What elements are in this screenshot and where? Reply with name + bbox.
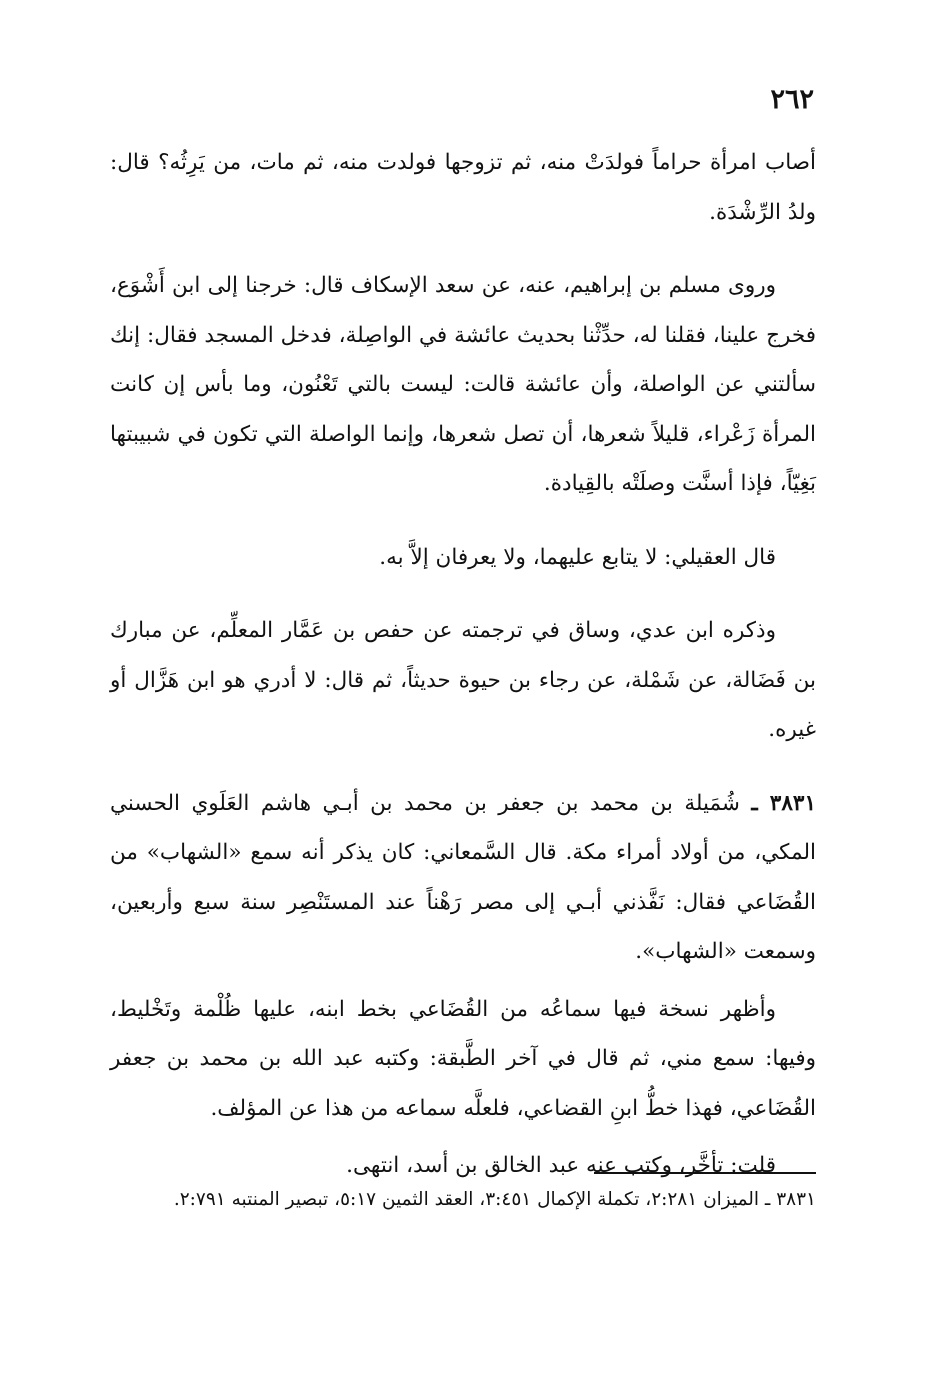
page-number: ٢٦٢ (770, 84, 814, 115)
footnote-divider (594, 1172, 816, 1174)
entry-number: ٣٨٣١ ـ (751, 790, 816, 816)
paragraph: قال العقيلي: لا يتابع عليهما، ولا يعرفان إلاَّ به. (379, 544, 776, 570)
footnote: ٣٨٣١ ـ الميزان ٢:٢٨١، تكملة الإكمال ٣:٤٥١، العقد الثمين ٥:١٧، تبصير المنتبه ٢:٧٩١. (173, 1189, 816, 1210)
paragraph: أصاب امرأة حراماً فولدَتْ منه، ثم تزوجها فولدت منه، ثم مات، من يَرِثُه؟ قال: ولدُ الرِّشْدَة. (110, 150, 816, 225)
main-text (110, 138, 816, 1191)
paragraph: وذكره ابن عدي، وساق في ترجمته عن حفص بن عَمَّار المعلِّم، عن مبارك بن فَضَالة، عن شَمْلة، عن رجاء بن حيوة حديثاً، ثم قال: لا أدري هو ابن هَزَّال أو غيره. (110, 618, 816, 742)
entry-text: شُمَيلة بن محمد بن جعفر بن محمد بن أبـي هاشم العَلَوي الحسني المكي، من أولاد أمراء مكة. قال السَّمعاني: كان يذكر أنه سمع «الشهاب» من القُضَاعي فقال: نَفَّذني أبـي إلى مصر رَهْناً عند المستَنْصِر سنة سبع وأربعين، وسمعت «الشهاب». (110, 790, 816, 964)
biography-entry (110, 779, 816, 977)
paragraph: وأظهر نسخة فيها سماعُه من القُضَاعي بخط ابنه، عليها ظُلْمة وتَخْليط، وفيها: سمع مني، ثم قال في آخر الطَّبقة: وكتبه عبد الله بن محمد بن جعفر القُضَاعي، فهذا خطُّ ابنِ القضاعي، فلعلَّه سماعه من هذا عن المؤلف. (110, 996, 816, 1121)
paragraph: وروى مسلم بن إبراهيم، عنه، عن سعد الإسكاف قال: خرجنا إلى ابن أَشْوَع، فخرج علينا، فقلنا له، حدِّثْنا بحديث عائشة في الواصِلة، فدخل المسجد فقال: إنك سألتني عن الواصلة، وأن عائشة قالت: ليست بالتي تَعْنُون، وما بأس إن كانت المرأة زَعْراء، قليلاً شعرها، أن تصل شعرها، وإنما الواصلة التي تكون في شبيبتها بَغِيّاً، فإذا أسنَّت وصلَتْه بالقِيادة. (110, 273, 816, 496)
paragraph: قلت: تأخَّر، وكتب عنه عبد الخالق بن أسد، انتهى. (346, 1153, 776, 1178)
